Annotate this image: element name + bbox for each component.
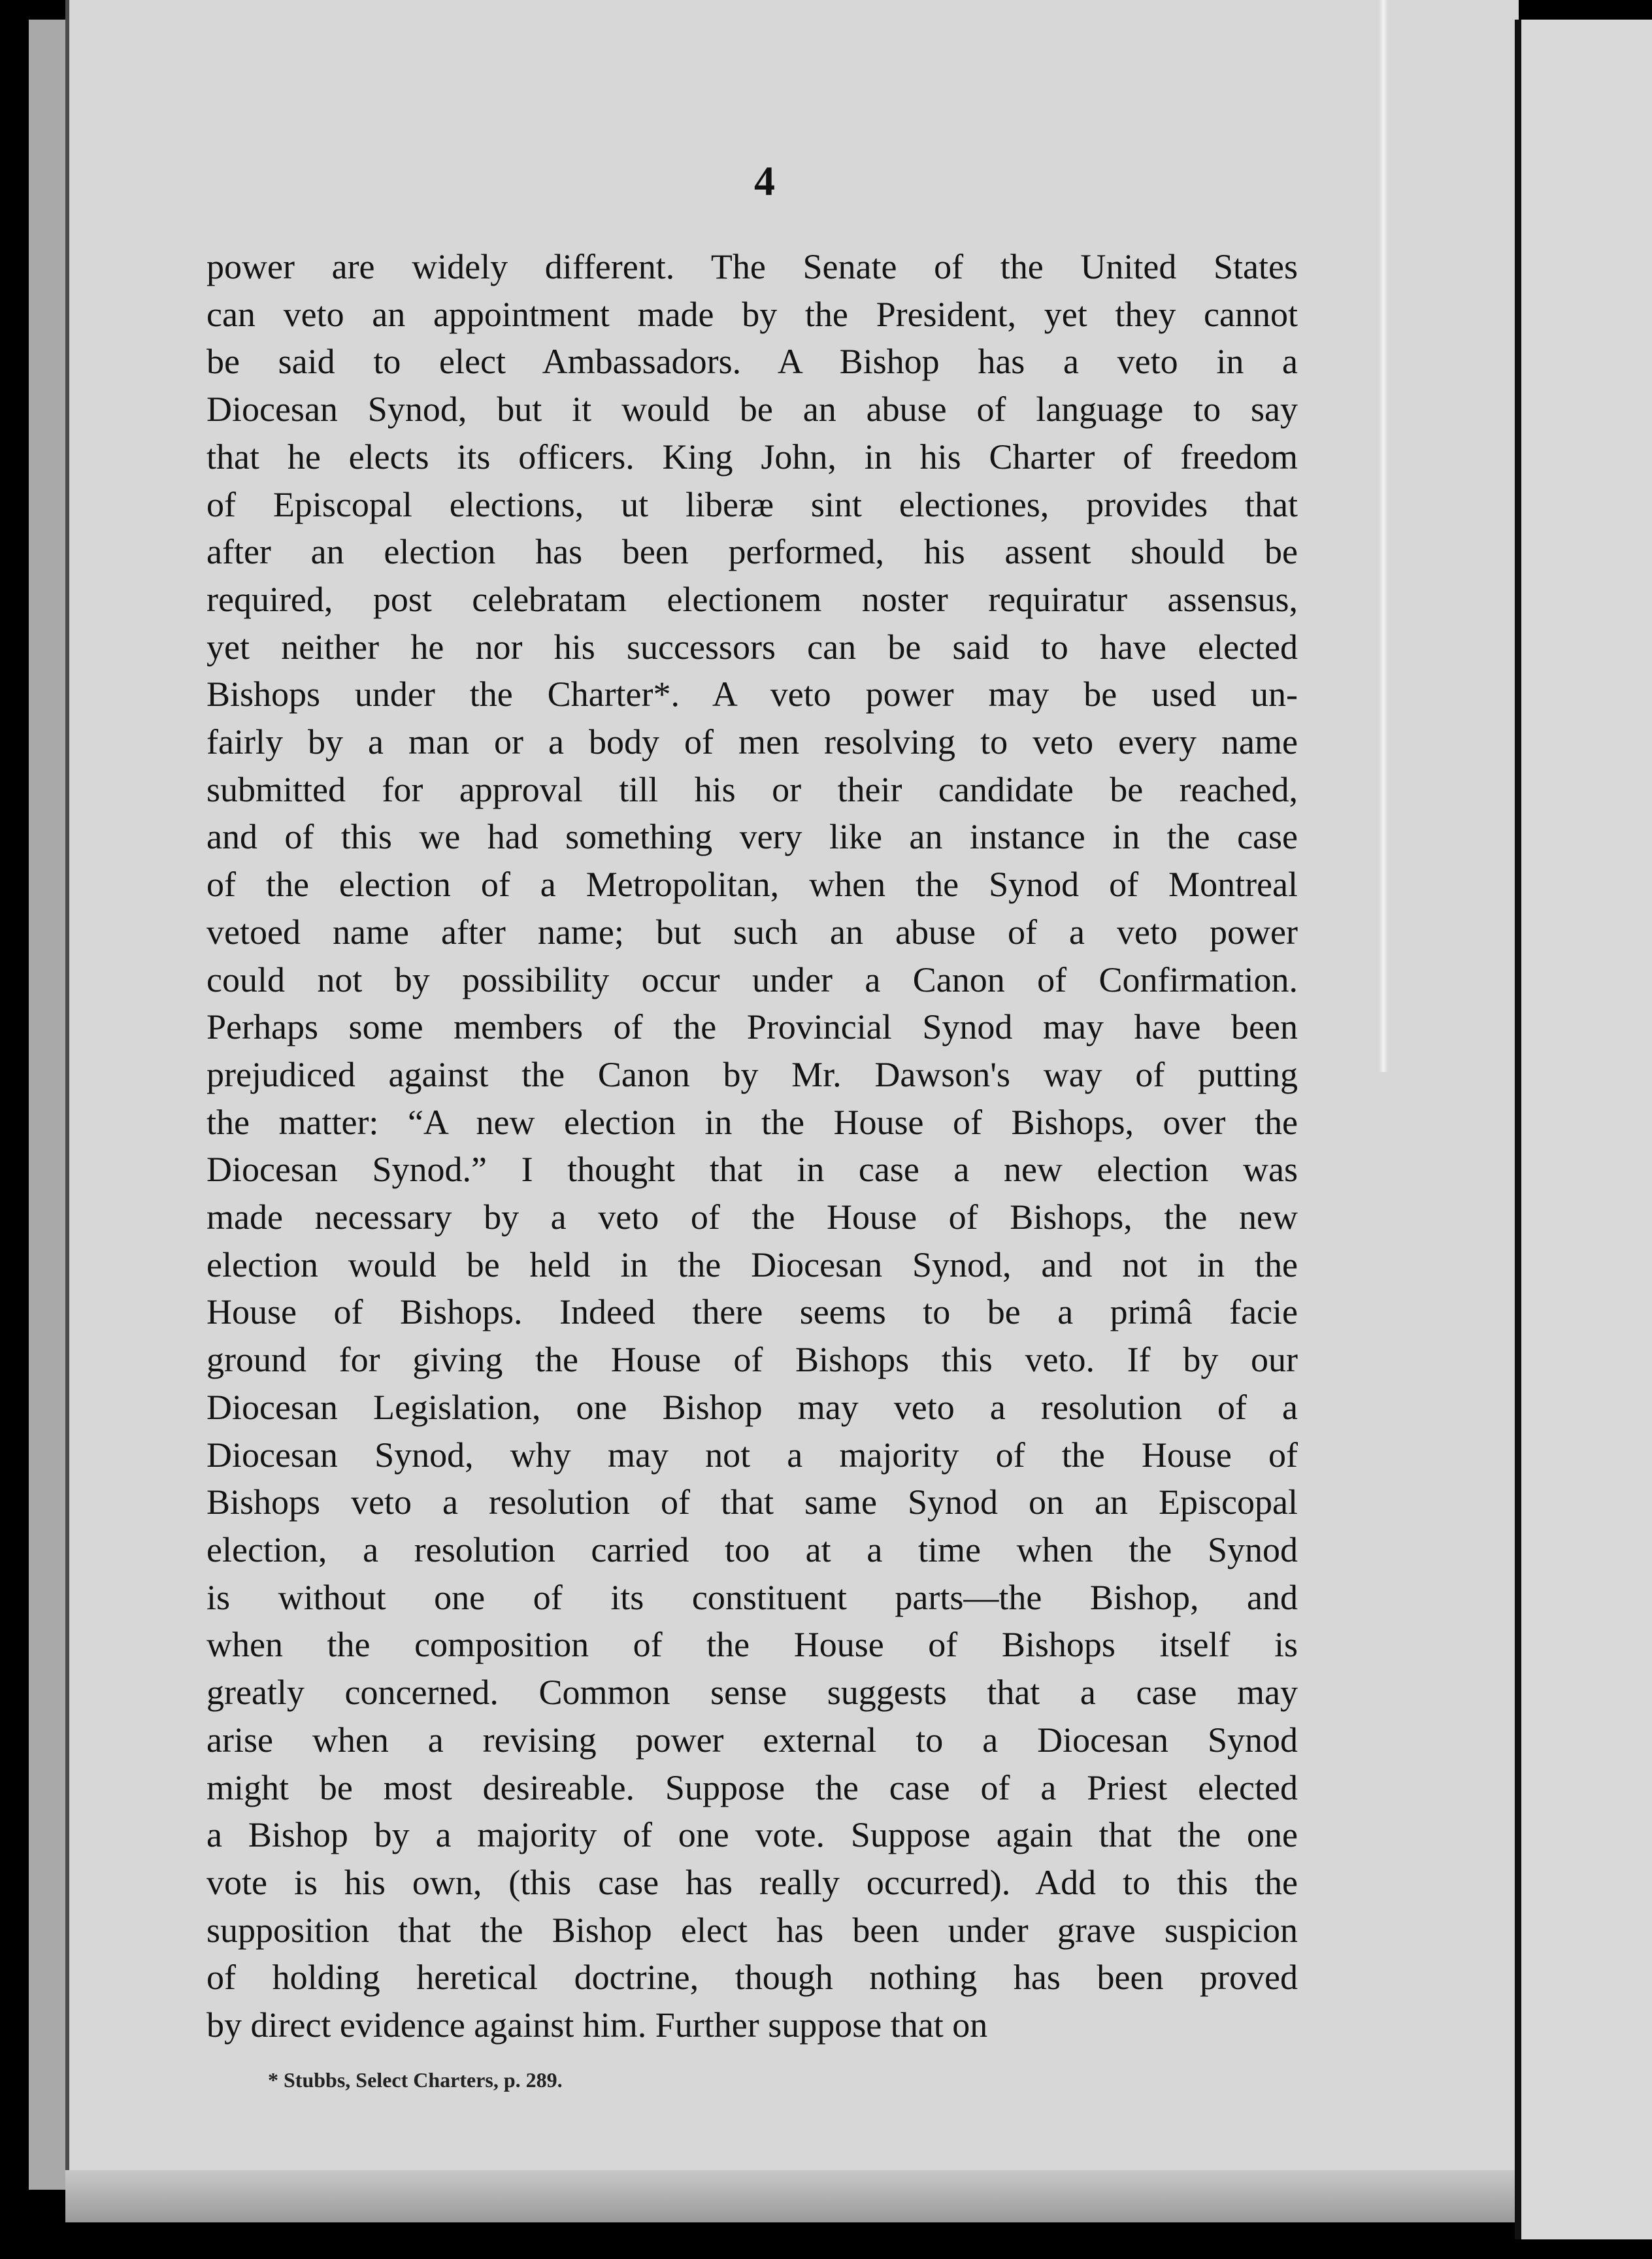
text-line: greatly concerned. Common sense suggests that a case may xyxy=(206,1673,1298,1713)
text-line: and of this we had something very like an instance in the case xyxy=(206,817,1298,857)
text-line: that he elects its officers. King John, in his Charter of freedom xyxy=(206,437,1298,477)
text-line: yet neither he nor his successors can be said to have elected xyxy=(206,627,1298,667)
text-line: fairly by a man or a body of men resolving to veto every name xyxy=(206,722,1298,762)
text-line: vote is his own, (this case has really occurred). Add to this the xyxy=(206,1862,1298,1902)
text-line: Diocesan Legislation, one Bishop may veto a resolution of a xyxy=(206,1387,1298,1427)
text-line: could not by possibility occur under a Canon of Confirmation. xyxy=(206,960,1298,999)
text-line: made necessary by a veto of the House of Bishops, the new xyxy=(206,1197,1298,1237)
text-line: prejudiced against the Canon by Mr. Dawson's way of putting xyxy=(206,1054,1298,1094)
text-line: the matter: “A new election in the House of Bishops, over the xyxy=(206,1102,1298,1142)
text-line: vetoed name after name; but such an abuse of a veto power xyxy=(206,912,1298,952)
text-line: Diocesan Synod.” I thought that in case a new election was xyxy=(206,1150,1298,1190)
next-page-edge xyxy=(1515,20,1652,2239)
text-line: Bishops veto a resolution of that same Synod on an Episcopal xyxy=(206,1482,1298,1522)
text-line: submitted for approval till his or their candidate be reached, xyxy=(206,769,1298,809)
text-line: might be most desireable. Suppose the case of a Priest elected xyxy=(206,1767,1298,1807)
text-line: ground for giving the House of Bishops this veto. If by our xyxy=(206,1340,1298,1380)
page-bottom-shadow xyxy=(65,2170,1515,2222)
text-line: supposition that the Bishop elect has been under grave suspicion xyxy=(206,1910,1298,1950)
text-line: can veto an appointment made by the President, yet they cannot xyxy=(206,294,1298,334)
text-line: is without one of its constituent parts—the Bishop, and xyxy=(206,1577,1298,1617)
text-line: election would be held in the Diocesan Synod, and not in the xyxy=(206,1245,1298,1284)
text-line: election, a resolution carried too at a time when the Synod xyxy=(206,1530,1298,1569)
footnote: * Stubbs, Select Charters, p. 289. xyxy=(268,2068,563,2092)
text-line: when the composition of the House of Bishops itself is xyxy=(206,1625,1298,1665)
text-line: a Bishop by a majority of one vote. Suppose again that the one xyxy=(206,1815,1298,1855)
text-line: be said to elect Ambassadors. A Bishop has a veto in a xyxy=(206,342,1298,382)
text-line: after an election has been performed, his assent should be xyxy=(206,532,1298,572)
text-line: Perhaps some members of the Provincial Synod may have been xyxy=(206,1007,1298,1047)
text-line: Bishops under the Charter*. A veto power may be used un- xyxy=(206,675,1298,714)
text-line: Diocesan Synod, why may not a majority of the House of xyxy=(206,1435,1298,1475)
text-line: of Episcopal elections, ut liberæ sint electiones, provides that xyxy=(206,484,1298,524)
text-line: power are widely different. The Senate of the United States xyxy=(206,247,1298,286)
page-number: 4 xyxy=(754,158,775,204)
text-line: of the election of a Metropolitan, when the Synod of Montreal xyxy=(206,865,1298,905)
text-line: House of Bishops. Indeed there seems to be a primâ facie xyxy=(206,1292,1298,1332)
text-line: arise when a revising power external to a Diocesan Synod xyxy=(206,1720,1298,1760)
text-line: Diocesan Synod, but it would be an abuse of language to say xyxy=(206,390,1298,429)
text-line: of holding heretical doctrine, though nothing has been proved xyxy=(206,1958,1298,1998)
body-text xyxy=(206,243,1298,2049)
text-line: required, post celebratam electionem noster requiratur assensus, xyxy=(206,579,1298,619)
text-line: by direct evidence against him. Further suppose that on xyxy=(206,2005,988,2045)
page-fold-highlight xyxy=(1379,0,1388,1072)
